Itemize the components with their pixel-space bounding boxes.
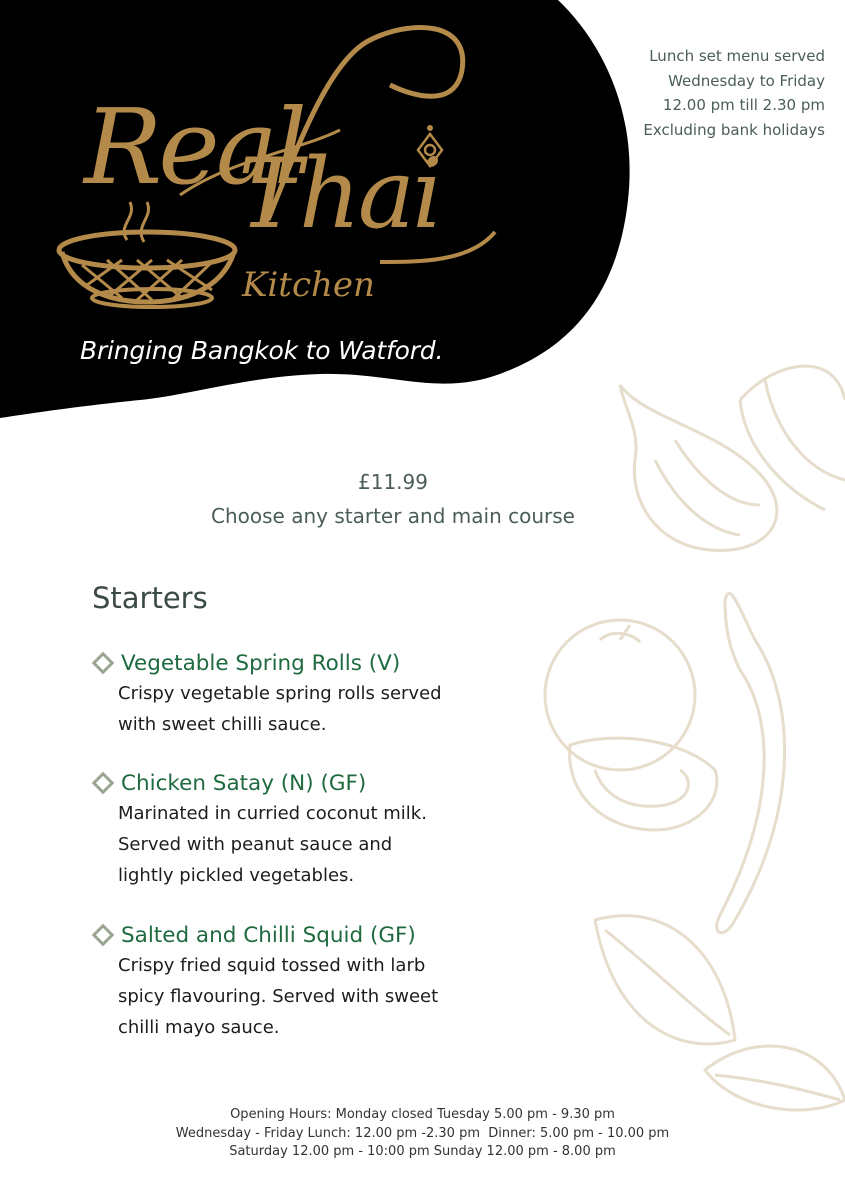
menu-item [92, 768, 512, 891]
footer-line: Saturday 12.00 pm - 10:00 pm Sunday 12.00 pm - 8.00 pm [229, 1144, 616, 1159]
set-menu-description: Choose any starter and main course [211, 504, 575, 528]
menu-item [92, 648, 512, 740]
menu-item-description: Crispy fried squid tossed with larb spicy flavouring. Served with sweet chilli mayo sauce. [118, 955, 439, 1038]
menu-item-name: Salted and Chilli Squid (GF) [121, 922, 416, 948]
chilli-illustration [717, 594, 785, 933]
menu-item-name: Chicken Satay (N) (GF) [121, 770, 367, 796]
vegetable-illustrations [525, 340, 845, 1120]
set-menu-price: £11.99 [358, 470, 428, 494]
opening-hours-footer [0, 1106, 845, 1162]
logo-word-kitchen: Kitchen [242, 265, 375, 305]
menu-item [92, 920, 512, 1043]
logo-word-real: Real [84, 86, 304, 208]
menu-item-name: Vegetable Spring Rolls (V) [121, 650, 401, 676]
tagline: Bringing Bangkok to Watford. [80, 336, 444, 365]
diamond-bullet-icon [92, 652, 115, 675]
diamond-bullet-icon [92, 924, 115, 947]
logo-word-thai: Thai [238, 138, 440, 250]
tomato-illustration [545, 620, 717, 830]
footer-line: Opening Hours: Monday closed Tuesday 5.00 pm - 9.30 pm [230, 1107, 615, 1122]
menu-item-description: Marinated in curried coconut milk. Served with peanut sauce and lightly pickled vegetables. [118, 803, 427, 886]
lunch-note-line: Lunch set menu served [649, 47, 825, 65]
lunch-note-line: Excluding bank holidays [643, 120, 825, 139]
basil-illustration [595, 916, 845, 1110]
diamond-bullet-icon [92, 772, 115, 795]
lunch-hours-note [525, 44, 825, 142]
lunch-note-line: Wednesday to Friday [668, 71, 825, 90]
footer-line: Wednesday - Friday Lunch: 12.00 pm -2.30 pm Dinner: 5.00 pm - 10.00 pm [175, 1125, 670, 1141]
menu-item-description: Crispy vegetable spring rolls served with sweet chilli sauce. [118, 683, 442, 735]
lunch-note-line: 12.00 pm till 2.30 pm [662, 96, 825, 114]
section-title-starters: Starters [92, 581, 208, 615]
